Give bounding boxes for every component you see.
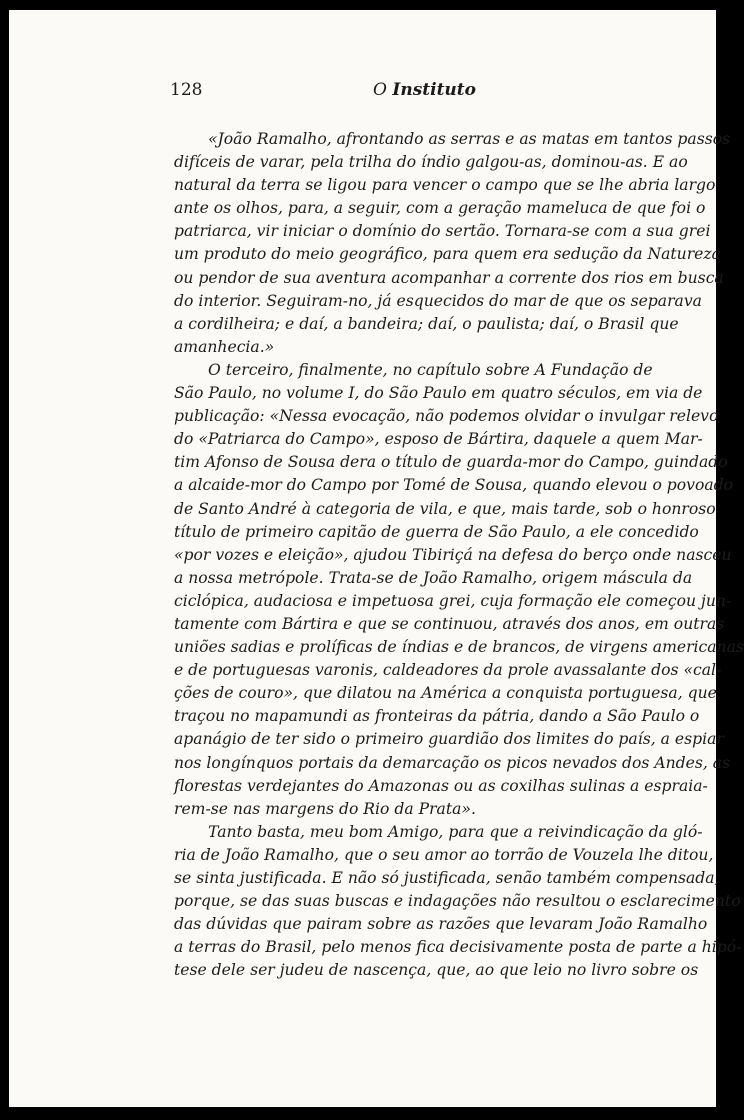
text-line: a alcaide-mor do Campo por Tomé de Sousa, quando elevou o povoado <box>174 476 734 495</box>
page-header <box>170 80 476 104</box>
running-title-main: Instituto <box>392 80 476 100</box>
text-line: título de primeiro capitão de guerra de São Paulo, a ele concedido <box>174 522 699 541</box>
text-line: e de portuguesas varonis, caldeadores da prole avassalante dos «cal- <box>174 661 722 680</box>
text-line: das dúvidas que pairam sobre as razões que levaram João Ramalho <box>174 915 708 934</box>
text-line: São Paulo, no volume I, do São Paulo em quatro séculos, em via de <box>174 384 703 403</box>
text-line: ria de João Ramalho, que o seu amor ao torrão de Vouzela lhe ditou, <box>174 845 714 864</box>
running-title <box>373 80 476 100</box>
text-line: do interior. Seguiram-no, já esquecidos do mar de que os separava <box>174 291 702 310</box>
text-line: de Santo André à categoria de vila, e que, mais tarde, sob o honroso <box>174 499 716 518</box>
text-line: tim Afonso de Sousa dera o título de guarda-mor do Campo, guindado <box>174 453 728 472</box>
paragraph-quote <box>174 128 731 359</box>
running-title-prefix: O <box>373 80 387 100</box>
paragraph-tanto-basta <box>174 821 742 983</box>
text-line: difíceis de varar, pela trilha do índio galgou-as, dominou-as. E ao <box>174 153 688 172</box>
text-line: se sinta justificada. E não só justificada, senão também compensada, <box>174 869 720 887</box>
text-line: florestas verdejantes do Amazonas ou as coxilhas sulinas a espraia- <box>174 776 708 795</box>
text-line: tamente com Bártira e que se continuou, através dos anos, em outras <box>174 614 725 633</box>
text-line: uniões sadias e prolíficas de índias e de brancos, de virgens americanas <box>174 638 744 657</box>
text-line: patriarca, vir iniciar o domínio do sertão. Tornara-se com a sua grei <box>174 222 711 241</box>
text-line: rem-se nas margens do Rio da Prata». <box>174 799 476 818</box>
text-line: ções de couro», que dilatou na América a conquista portuguesa, que <box>174 684 717 703</box>
text-line: «João Ramalho, afrontando as serras e as matas em tantos passos <box>208 130 731 148</box>
text-line: a cordilheira; e daí, a bandeira; daí, o paulista; daí, o Brasil que <box>174 314 679 333</box>
text-line: «por vozes e eleição», ajudou Tibiriçá na defesa do berço onde nasceu <box>174 545 732 564</box>
text-line: tese dele ser judeu de nascença, que, ao que leio no livro sobre os <box>174 961 699 980</box>
text-line: publicação: «Nessa evocação, não podemos olvidar o invulgar relevo <box>174 407 719 426</box>
text-line: a nossa metrópole. Trata-se de João Ramalho, origem máscula da <box>174 568 693 587</box>
text-line: a terras do Brasil, pelo menos fica decisivamente posta de parte a hipó- <box>174 938 742 957</box>
text-line: O terceiro, finalmente, no capítulo sobre A Fundação de <box>208 360 653 379</box>
text-line: Tanto basta, meu bom Amigo, para que a reivindicação da gló- <box>208 822 703 841</box>
text-line: do «Patriarca do Campo», esposo de Bártira, daquele a quem Mar- <box>174 430 703 449</box>
text-line: nos longínquos portais da demarcação os picos nevados dos Andes, as <box>174 753 731 772</box>
text-line: traçou no mapamundi as fronteiras da pátria, dando a São Paulo o <box>174 707 700 726</box>
text-line: apanágio de ter sido o primeiro guardião dos limites do país, a espiar <box>174 730 724 749</box>
text-line: ciclópica, audaciosa e impetuosa grei, cuja formação ele começou jun- <box>174 591 732 610</box>
text-line: um produto do meio geográfico, para quem era sedução da Natureza <box>174 245 721 264</box>
text-line: ante os olhos, para, a seguir, com a geração mameluca de que foi o <box>174 199 706 218</box>
text-line: porque, se das suas buscas e indagações não resultou o esclarecimento <box>174 892 741 911</box>
body-text <box>174 128 744 982</box>
page-number: 128 <box>170 80 203 100</box>
text-line: natural da terra se ligou para vencer o campo que se lhe abria largo <box>174 176 716 195</box>
text-line: amanhecia.» <box>174 337 275 356</box>
paragraph-third <box>174 359 744 821</box>
book-page <box>9 10 744 1107</box>
text-line: ou pendor de sua aventura acompanhar a corrente dos rios em busca <box>174 268 724 287</box>
